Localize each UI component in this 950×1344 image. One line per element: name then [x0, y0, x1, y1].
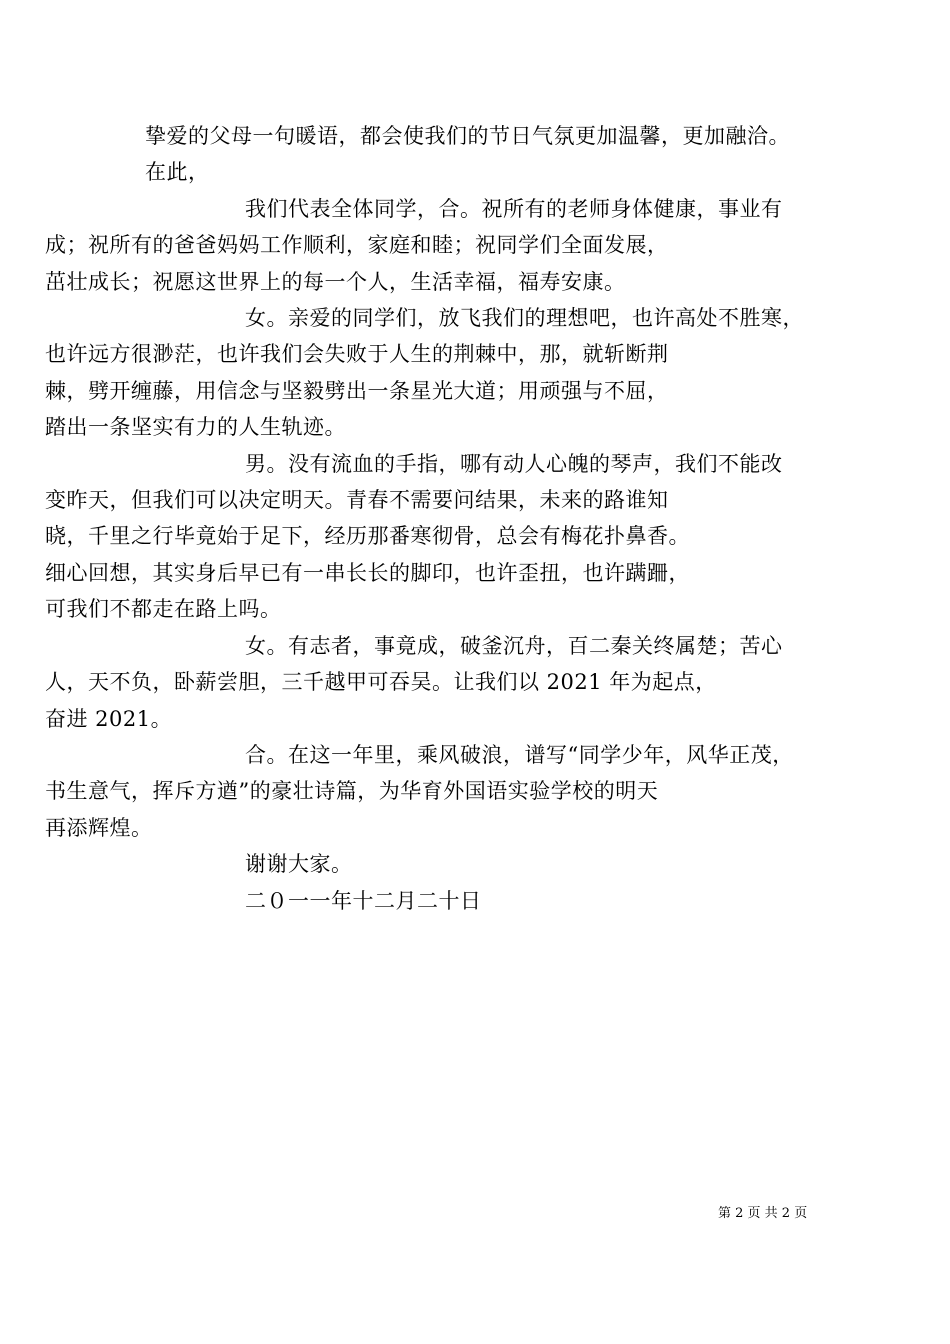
paragraph-1 — [145, 118, 810, 191]
text-line: 踏出一条坚实有力的人生轨迹。 — [45, 415, 346, 440]
text-line: 我们代表全体同学，合。祝所有的老师身体健康，事业有 — [245, 196, 783, 221]
text-line: 再添辉煌。 — [45, 815, 153, 840]
text-line: 女。有志者，事竟成，破釜沉舟，百二秦关终属楚；苦心 — [245, 633, 783, 658]
text-line: 变昨天，但我们可以决定明天。青春不需要问结果，未来的路谁知 — [45, 488, 669, 513]
text-line: 女。亲爱的同学们，放飞我们的理想吧，也许高处不胜寒， — [245, 306, 804, 331]
paragraph-4 — [45, 446, 810, 628]
text-line: 也许远方很渺茫，也许我们会失败于人生的荆棘中，那，就斩断荆 — [45, 342, 669, 367]
text-line: 在此， — [145, 160, 210, 185]
text-line: 茁壮成长；祝愿这世界上的每一个人，生活幸福，福寿安康。 — [45, 269, 626, 294]
text-line: 奋进 2021。 — [45, 706, 173, 731]
paragraph-2 — [45, 191, 810, 300]
text-line: 可我们不都走在路上吗。 — [45, 597, 282, 622]
text-line: 细心回想，其实身后早已有一串长长的脚印，也许歪扭，也许蹒跚， — [45, 560, 690, 585]
text-line: 人，天不负，卧薪尝胆，三千越甲可吞吴。让我们以 2021 年为起点， — [45, 670, 717, 695]
document-body — [45, 118, 810, 919]
text-line: 晓，千里之行毕竟始于足下，经历那番寒彻骨，总会有梅花扑鼻香。 — [45, 524, 690, 549]
closing-thanks — [145, 846, 810, 882]
text-line: 谢谢大家。 — [245, 852, 353, 877]
paragraph-6 — [45, 737, 810, 846]
text-line: 成；祝所有的爸爸妈妈工作顺利，家庭和睦；祝同学们全面发展， — [45, 233, 669, 258]
date-line — [145, 883, 810, 919]
text-line: 合。在这一年里，乘风破浪，谱写“同学少年，风华正茂， — [245, 742, 794, 767]
text-line: 书生意气，挥斥方遒”的豪壮诗篇，为华育外国语实验学校的明天 — [45, 779, 659, 804]
paragraph-5 — [45, 628, 810, 737]
text-line: 男。没有流血的手指，哪有动人心魄的琴声，我们不能改 — [245, 451, 783, 476]
text-line: 棘，劈开缠藤，用信念与坚毅劈出一条星光大道；用顽强与不屈， — [45, 378, 669, 403]
text-line: 二０一一年十二月二十日 — [245, 888, 482, 913]
text-line: 挚爱的父母一句暖语，都会使我们的节日气氛更加温馨，更加融洽。 — [145, 124, 790, 148]
page-number-footer: 第 2 页 共 2 页 — [718, 1206, 808, 1221]
paragraph-3 — [45, 300, 810, 446]
